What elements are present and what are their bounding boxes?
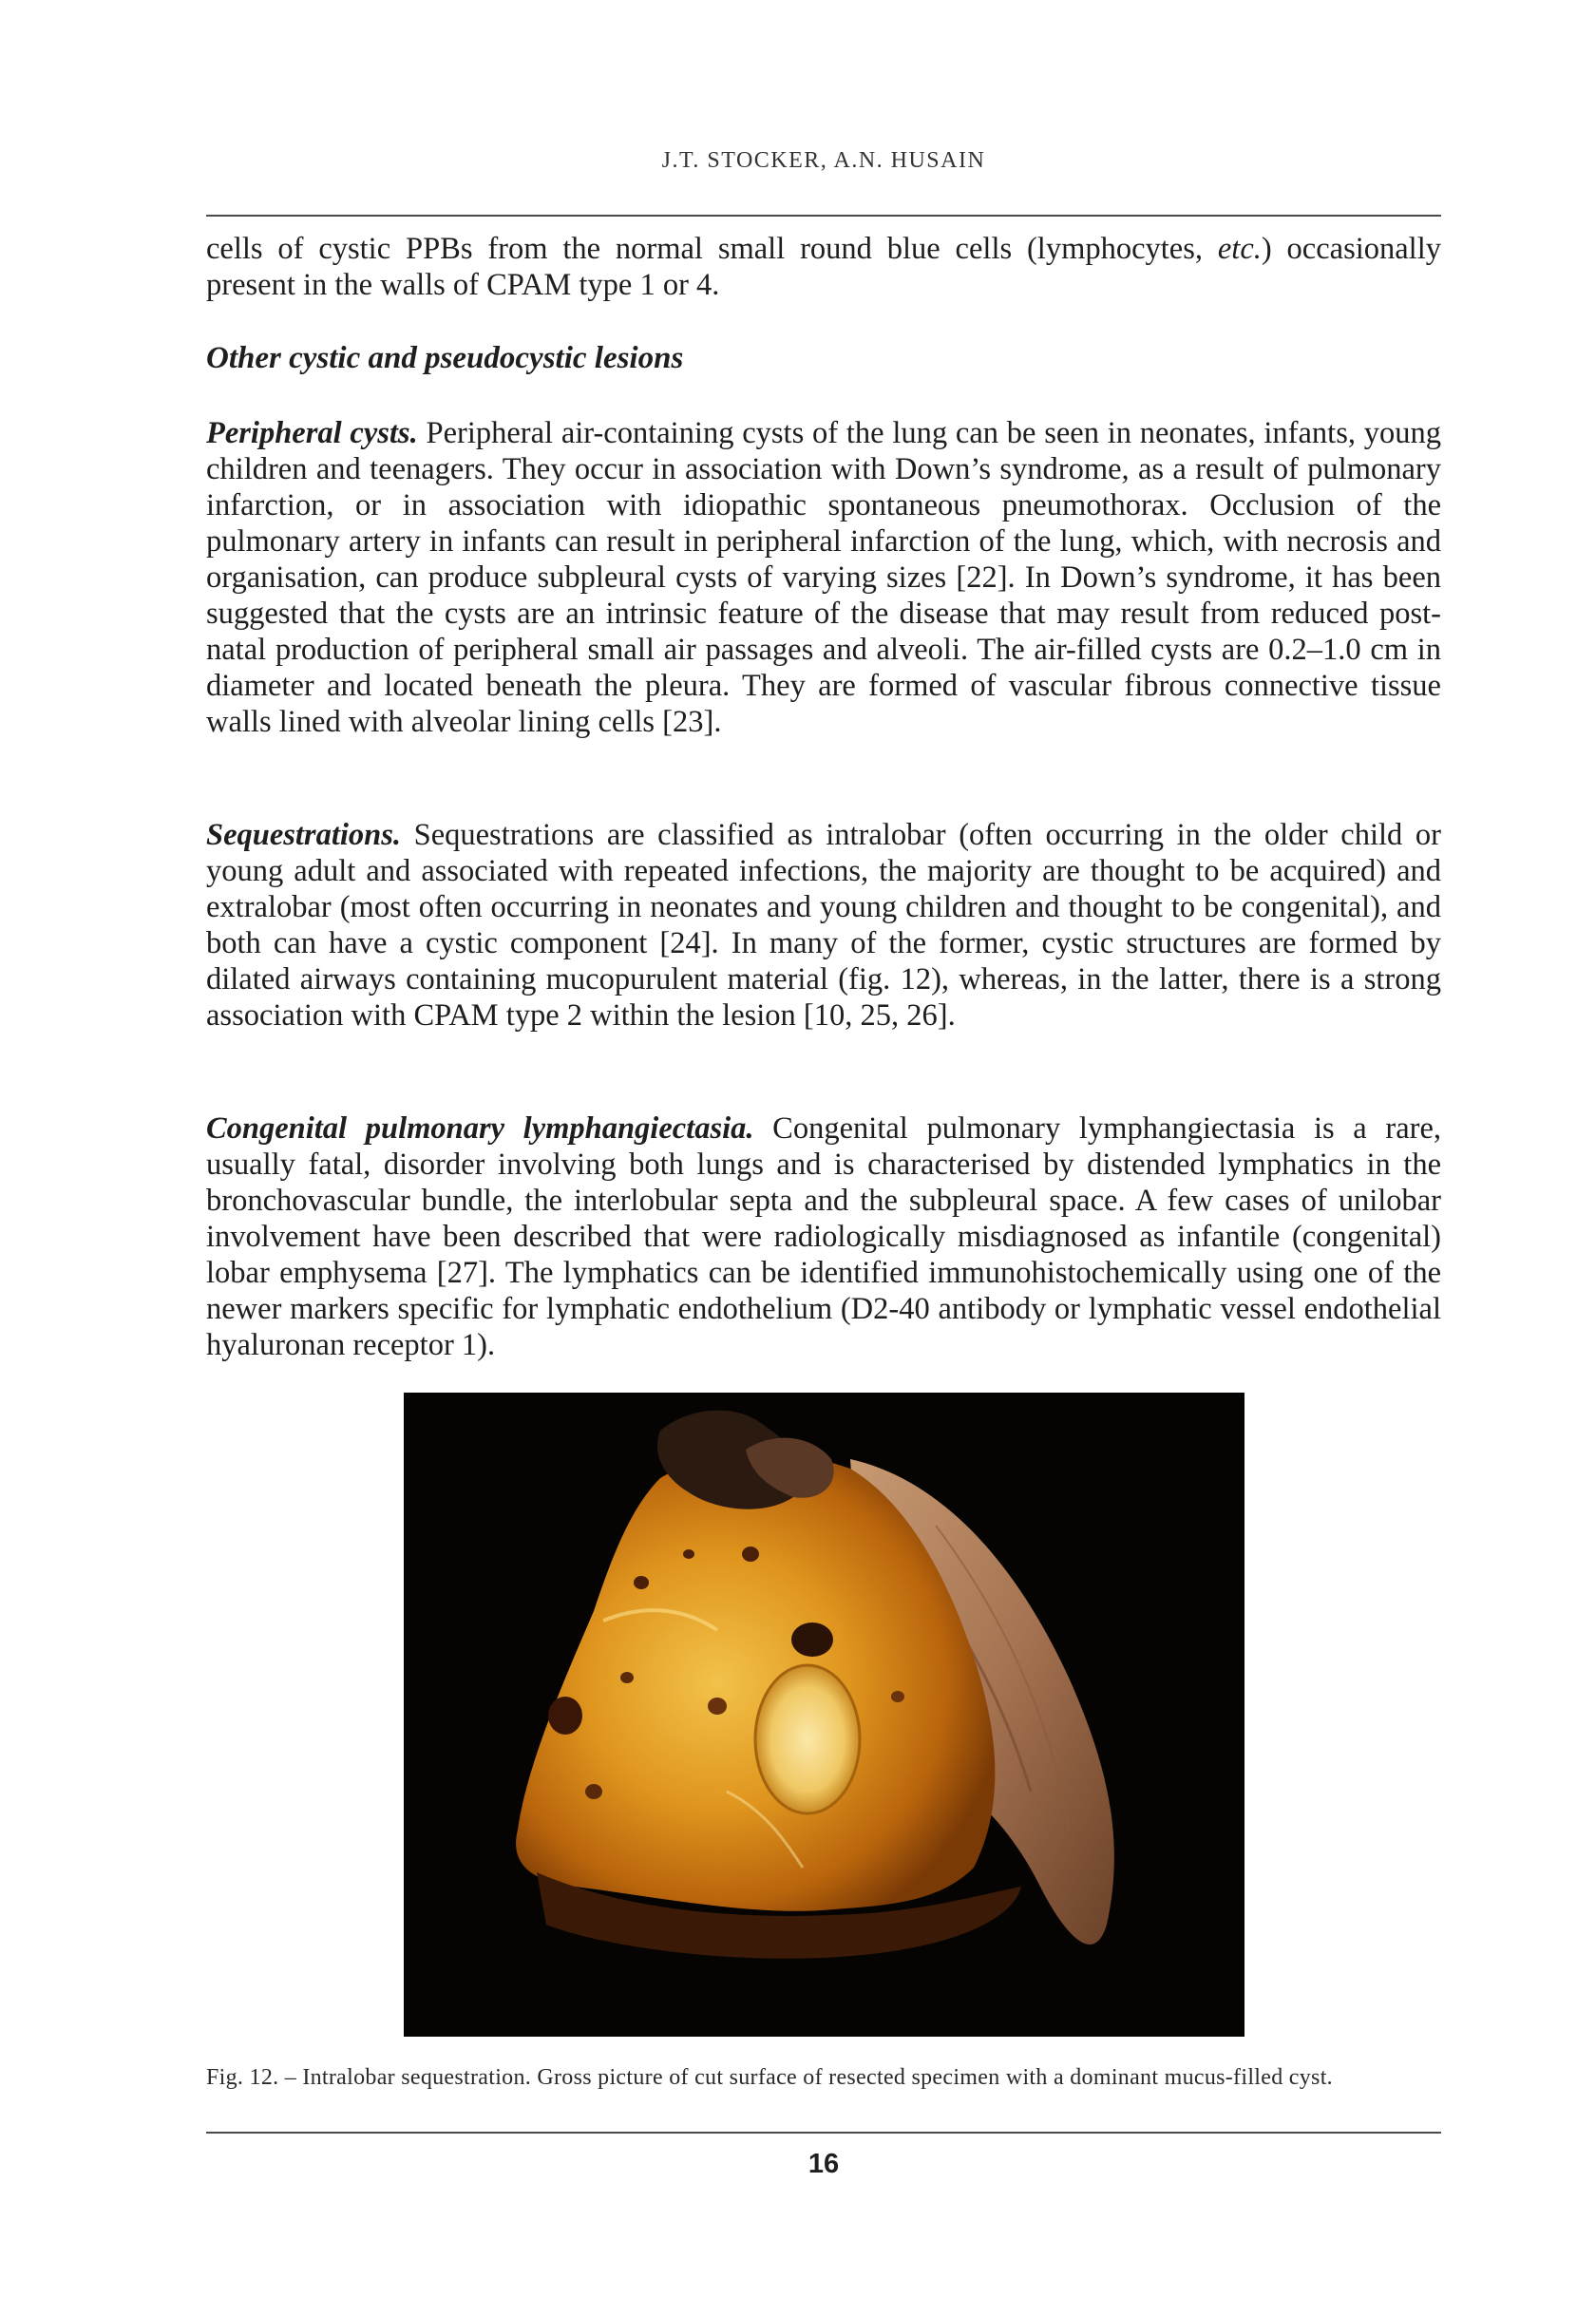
continuation-text-1: cells of cystic PPBs from the normal small round blue cells (lymphocytes, bbox=[206, 232, 1218, 266]
header-rule bbox=[206, 215, 1441, 217]
lymphangiectasia-paragraph bbox=[206, 1110, 1441, 1363]
page-number: 16 bbox=[808, 2149, 840, 2179]
continuation-italic: etc. bbox=[1217, 232, 1262, 266]
peripheral-cysts-title: Peripheral cysts. bbox=[206, 416, 418, 450]
sequestrations-title: Sequestrations. bbox=[206, 818, 401, 852]
continuation-text-2: ) occasionally present in the walls of CPAM type 1 or 4. bbox=[206, 232, 1441, 302]
figure-caption: Fig. 12. – Intralobar sequestration. Gross picture of cut surface of resected specimen with a dominant mucus-filled cyst. bbox=[206, 2065, 1333, 2090]
peripheral-cysts-paragraph bbox=[206, 415, 1441, 740]
gross-specimen-photo-icon bbox=[404, 1393, 1244, 2037]
sequestrations-text: Sequestrations are classified as intralobar (often occurring in the older child or young adult and associated with repeated infections, the majority are thought to be acquired) and extralobar (most often occurring in neonates and young children and thought to be congenital), and both can have a cystic component [24]. In many of the former, cystic structures are formed by dilated airways containing mucopurulent material (fig. 12), whereas, in the latter, there is a strong association with CPAM type 2 within the lesion [10, 25, 26]. bbox=[206, 818, 1441, 1033]
sequestrations-paragraph bbox=[206, 817, 1441, 1034]
footer-rule bbox=[206, 2132, 1441, 2134]
lymphangiectasia-text: Congenital pulmonary lymphangiectasia is a rare, usually fatal, disorder involving both lungs and is characterised by distended lymphatics in the bronchovascular bundle, the interlobular septa and the subpleural space. A few cases of unilobar involvement have been described that were radiologically misdiagnosed as infantile (congenital) lobar emphysema [27]. The lymphatics can be identified immunohistochemically using one of the newer markers specific for lymphatic endothelium (D2-40 antibody or lymphatic vessel endothelial hyaluronan receptor 1). bbox=[206, 1111, 1441, 1362]
running-head: J.T. STOCKER, A.N. HUSAIN bbox=[661, 148, 986, 173]
section-heading: Other cystic and pseudocystic lesions bbox=[206, 341, 684, 375]
continuation-paragraph bbox=[206, 231, 1441, 303]
peripheral-cysts-text: Peripheral air-containing cysts of the lung can be seen in neonates, infants, young children and teenagers. They occur in association with Down’s syndrome, as a result of pulmonary infarction, or in association with idiopathic spontaneous pneumothorax. Occlusion of the pulmonary artery in infants can result in peripheral infarction of the lung, which, with necrosis and organisation, can produce subpleural cysts of varying sizes [22]. In Down’s syndrome, it has been suggested that the cysts are an intrinsic feature of the disease that may result from reduced post-natal production of peripheral small air passages and alveoli. The air-filled cysts are 0.2–1.0 cm in diameter and located beneath the pleura. They are formed of vascular fibrous connective tissue walls lined with alveolar lining cells [23]. bbox=[206, 416, 1441, 739]
figure-12-photo bbox=[404, 1393, 1244, 2037]
lymphangiectasia-title: Congenital pulmonary lymphangiectasia. bbox=[206, 1111, 754, 1146]
